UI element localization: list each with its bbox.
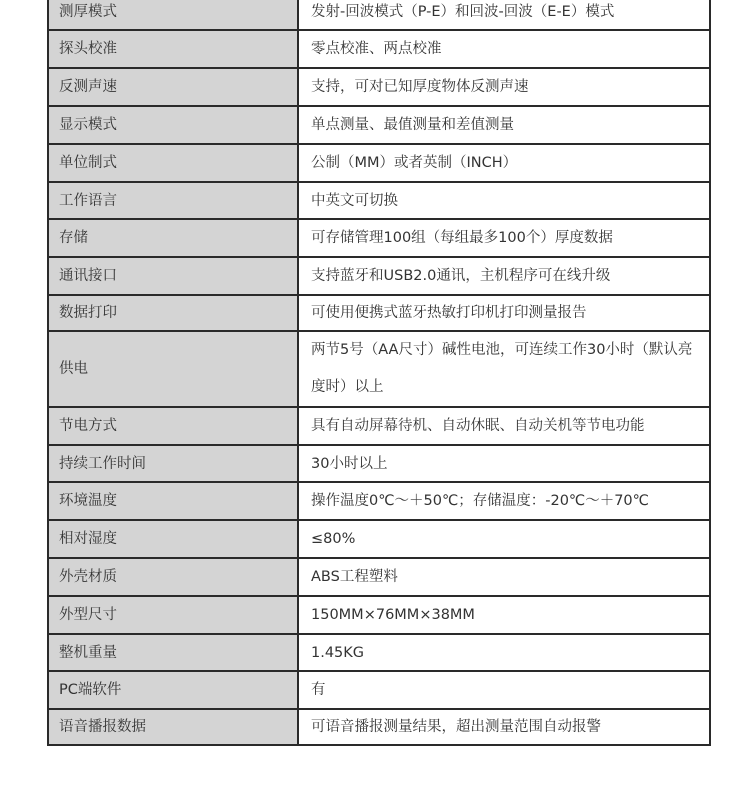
row-label: 环境温度 bbox=[48, 482, 298, 520]
table-row bbox=[48, 558, 710, 596]
row-value: 可语音播报测量结果，超出测量范围自动报警 bbox=[298, 709, 710, 745]
row-value: 零点校准、两点校准 bbox=[298, 30, 710, 68]
table-row bbox=[48, 182, 710, 219]
table-row bbox=[48, 219, 710, 257]
row-value: ABS工程塑料 bbox=[298, 558, 710, 596]
table-row bbox=[48, 106, 710, 144]
table-row bbox=[48, 634, 710, 671]
row-label: 存储 bbox=[48, 219, 298, 257]
row-value: 单点测量、最值测量和差值测量 bbox=[298, 106, 710, 144]
row-label: 节电方式 bbox=[48, 407, 298, 445]
table-row bbox=[48, 671, 710, 709]
table-row bbox=[48, 0, 710, 30]
row-label: 整机重量 bbox=[48, 634, 298, 671]
row-value: 操作温度0℃～＋50℃；存储温度：-20℃～＋70℃ bbox=[298, 482, 710, 520]
row-label: 测厚模式 bbox=[48, 0, 298, 30]
row-value: 两节5号（AA尺寸）碱性电池，可连续工作30小时（默认亮度时）以上 bbox=[298, 331, 710, 407]
spec-table bbox=[47, 0, 711, 746]
row-label: 显示模式 bbox=[48, 106, 298, 144]
row-label: 通讯接口 bbox=[48, 257, 298, 295]
table-row bbox=[48, 295, 710, 331]
table-row bbox=[48, 520, 710, 558]
table-row bbox=[48, 482, 710, 520]
row-value: 中英文可切换 bbox=[298, 182, 710, 219]
row-value: 1.45KG bbox=[298, 634, 710, 671]
row-value: 发射-回波模式（P-E）和回波-回波（E-E）模式 bbox=[298, 0, 710, 30]
row-label: PC端软件 bbox=[48, 671, 298, 709]
row-label: 外壳材质 bbox=[48, 558, 298, 596]
row-label: 供电 bbox=[48, 331, 298, 407]
row-label: 相对湿度 bbox=[48, 520, 298, 558]
table-row bbox=[48, 257, 710, 295]
table-row bbox=[48, 68, 710, 106]
row-value: 有 bbox=[298, 671, 710, 709]
row-label: 工作语言 bbox=[48, 182, 298, 219]
row-label: 持续工作时间 bbox=[48, 445, 298, 482]
table-row bbox=[48, 709, 710, 745]
table-row bbox=[48, 445, 710, 482]
row-value: ≤80% bbox=[298, 520, 710, 558]
table-row bbox=[48, 144, 710, 182]
row-value: 支持，可对已知厚度物体反测声速 bbox=[298, 68, 710, 106]
row-value: 150MM×76MM×38MM bbox=[298, 596, 710, 634]
row-value: 30小时以上 bbox=[298, 445, 710, 482]
row-label: 反测声速 bbox=[48, 68, 298, 106]
table-row bbox=[48, 596, 710, 634]
row-label: 外型尺寸 bbox=[48, 596, 298, 634]
row-label: 探头校准 bbox=[48, 30, 298, 68]
row-value: 具有自动屏幕待机、自动休眠、自动关机等节电功能 bbox=[298, 407, 710, 445]
row-label: 数据打印 bbox=[48, 295, 298, 331]
row-value: 公制（MM）或者英制（INCH） bbox=[298, 144, 710, 182]
row-value: 可存储管理100组（每组最多100个）厚度数据 bbox=[298, 219, 710, 257]
row-value: 可使用便携式蓝牙热敏打印机打印测量报告 bbox=[298, 295, 710, 331]
table-row bbox=[48, 407, 710, 445]
row-label: 单位制式 bbox=[48, 144, 298, 182]
row-value: 支持蓝牙和USB2.0通讯，主机程序可在线升级 bbox=[298, 257, 710, 295]
table-row bbox=[48, 331, 710, 407]
table-row bbox=[48, 30, 710, 68]
row-label: 语音播报数据 bbox=[48, 709, 298, 745]
